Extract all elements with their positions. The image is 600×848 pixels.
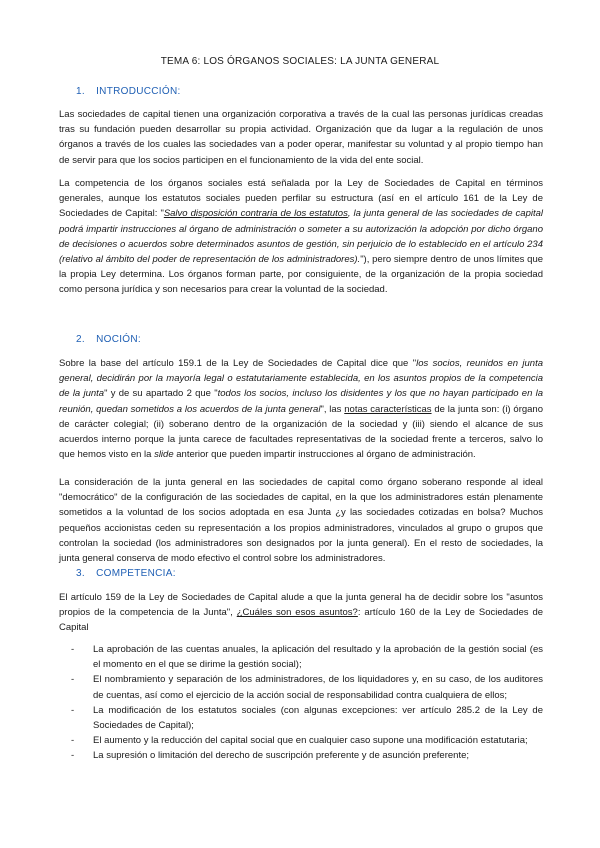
nocion-paragraph-2: La consideración de la junta general en las sociedades de capital como órgano soberano responde al ideal "democrático" de la configuración de las sociedades de capital, en la que los administradores están plenamente sometidos a la voluntad de los socios adoptada en esa Junta ¿y las sociedades cotizadas en bolsa? Muchos pequeños accionistas ceden su representación a los propios administradores, vinculados al grupo o grupos que controlan la sociedad (los administradores son designados por la junta general). En el resto de sociedades, la junta general conserva de modo efectivo el control sobre los administradores.: [59, 477, 543, 565]
text-span: La competencia de los órganos sociales está señalada por la Ley de Sociedades de Capital en términos generales, aunque los estatutos sociales pueden perfilar su estructura (así en el artículo 161 de la Ley de Sociedades de Capital: ": [59, 178, 543, 220]
underlined-text: notas características: [344, 403, 432, 415]
nocion-paragraph-1: [59, 356, 543, 462]
intro-paragraph-1: Las sociedades de capital tienen una organización corporativa a través de la cual las personas jurídicas creadas tras su fundación pueden desarrollar su propia actividad. Organización que da lugar a la regulación de unos órganos a través de los cuales las sociedades van a poder operar, manifestar su voluntad y al propio tiempo han de servir para que los socios participen en el funcionamiento de la vida del ente social.: [59, 109, 543, 166]
text-span: " y de su apartado 2 que ": [104, 388, 218, 400]
list-item: [59, 703, 543, 733]
italic-text: todos los socios, incluso los disidentes y los que no hayan participado en la reunión, quedan sometidos a los acuerdos de la junta general: [59, 388, 544, 415]
list-item-text: La modificación de los estatutos sociales (con algunas excepciones: ver artículo 285.2 de la Ley de Sociedades de Capital);: [93, 704, 543, 732]
section-number: 2.: [76, 334, 85, 345]
section-heading-nocion: [76, 334, 141, 345]
dash-bullet: -: [71, 674, 75, 686]
list-item-text: El nombramiento y separación de los administradores, de los liquidadores y, en su caso, de los auditores de cuentas, así como el ejercicio de la acción social de responsabilidad contra cualquiera de ellos;: [93, 674, 543, 701]
list-item: [59, 672, 543, 702]
text-span: : artículo 160 de la Ley de Sociedades de Capital: [59, 607, 544, 634]
text-span: El artículo 159 de la Ley de Sociedades de Capital alude a que la junta general ha de decidir sobre los "asuntos propios de la competencia de la Junta",: [59, 592, 543, 619]
italic-text: , la junta general de las sociedades de capital podrá impartir instrucciones al órgano de administración o someter a su autorización la adopción por dicho órgano de decisiones o acuerdos sobre determinados asuntos de gestión, sin perjuicio de lo establecido en el artículo 234 (relativo al ámbito del poder de representación de los administradores).: [59, 208, 543, 266]
competencia-paragraph-1: [59, 590, 543, 636]
dash-bullet: -: [71, 735, 75, 747]
section-label: NOCIÓN:: [96, 334, 141, 345]
text-span: ", las: [320, 403, 345, 415]
list-item-text: El aumento y la reducción del capital social que en cualquier caso supone una modificación estatutaria;: [93, 735, 528, 747]
text-span: "), pero siempre dentro de unos límites que la propia Ley determina. Los órganos forman parte, por consiguiente, de la organización de la propia sociedad como persona jurídica y son necesarios para crear la voluntad de la sociedad.: [59, 254, 544, 296]
list-item: [59, 642, 543, 672]
section-number: 1.: [76, 86, 85, 97]
dash-bullet: -: [71, 704, 75, 716]
list-item: [59, 733, 543, 748]
section-heading-introduccion: [76, 86, 181, 97]
intro-paragraph-2: [59, 176, 543, 298]
list-item-text: La aprobación de las cuentas anuales, la aplicación del resultado y la aprobación de la gestión social (es el momento en el que se dirime la gestión social);: [93, 644, 543, 671]
underlined-text: ¿Cuáles son esos asuntos?: [236, 607, 358, 619]
dash-bullet: -: [71, 644, 75, 655]
text-span: Sobre la base del artículo 159.1 de la Ley de Sociedades de Capital dice que ": [59, 358, 417, 369]
list-item: [59, 748, 543, 763]
dash-bullet: -: [71, 750, 75, 762]
section-label: INTRODUCCIÓN:: [96, 86, 181, 97]
text-span: de la junta son: (i) órgano de carácter colegial; (ii) soberano dentro de la organización de la sociedad y (iii) siendo el alcance de sus acuerdos interno porque la junta carece de facultades representativas de la sociedad frente a terceros, salvo lo que hemos visto en la: [59, 403, 543, 461]
document-title: TEMA 6: LOS ÓRGANOS SOCIALES: LA JUNTA GENERAL: [160, 56, 440, 67]
section-number: 3.: [76, 568, 85, 579]
italic-text: los socios, reunidos en junta general, decidirán por la mayoría legal o estatutariamente establecida, en los asuntos propios de la competencia de la junta: [59, 358, 543, 400]
text-span: anterior que pueden impartir instrucciones al órgano de administración.: [173, 449, 476, 461]
underlined-italic-text: Salvo disposición contraria de los estatutos: [163, 208, 348, 220]
italic-text: slide: [154, 449, 174, 461]
list-item-text: La supresión o limitación del derecho de suscripción preferente y de asunción preferente;: [93, 750, 470, 762]
section-heading-competencia: [76, 568, 176, 579]
competencia-list: [59, 642, 543, 764]
section-label: COMPETENCIA:: [96, 568, 176, 579]
